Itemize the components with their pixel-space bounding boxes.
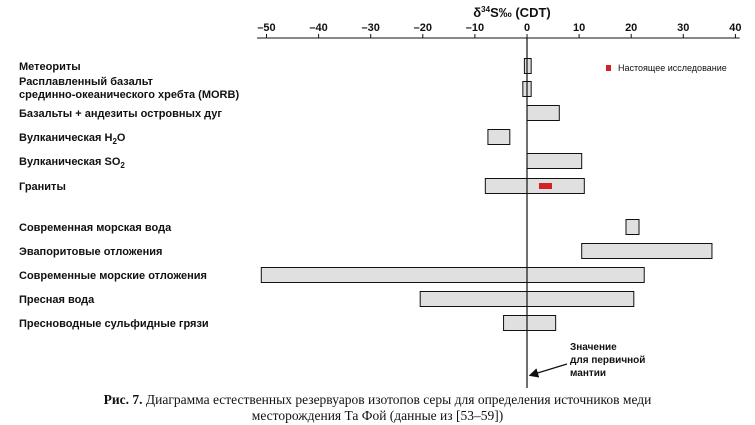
annotation-text: мантии (570, 368, 607, 379)
present-study-mark (539, 183, 552, 189)
annotation-arrow (531, 364, 567, 375)
axis-title: $\delta^{34}S‰$ (CDT) (473, 5, 551, 20)
x-tick-label: –20 (413, 22, 432, 34)
category-label: Пресноводные сульфидные грязи (19, 318, 209, 330)
chart-annotations (527, 38, 727, 388)
range-bar (485, 179, 584, 194)
x-tick-label: –10 (465, 22, 485, 34)
category-label: Современная морская вода (19, 222, 172, 234)
x-tick-label: 10 (572, 22, 586, 34)
annotation-text: для первичной (570, 355, 646, 366)
x-tick-label: 20 (625, 22, 638, 34)
caption-line-1 (0, 392, 755, 408)
range-bar (261, 268, 644, 283)
range-bars (261, 59, 712, 331)
range-bar (527, 106, 559, 121)
category-label: Вулканическая $SO_2$ (19, 156, 125, 170)
x-tick-label: –40 (309, 22, 328, 34)
category-label: Современные морские отложения (19, 270, 207, 282)
range-bar (504, 316, 556, 331)
x-tick-label: 30 (677, 22, 690, 34)
category-label: Метеориты (19, 61, 81, 73)
figure-caption (0, 392, 755, 424)
range-bar (524, 59, 531, 74)
x-tick-label: –30 (361, 22, 380, 34)
category-label: срединно-океанического хребта (MORB) (19, 89, 240, 101)
legend-swatch (606, 65, 611, 71)
category-label: Граниты (19, 181, 66, 193)
category-label: Пресная вода (19, 294, 95, 306)
caption-number: Рис. 7. (103, 392, 143, 407)
category-label: Эвапоритовые отложения (19, 246, 163, 258)
category-label: Расплавленный базальт (19, 76, 153, 88)
x-tick-label: 0 (523, 22, 531, 34)
caption-line-2: месторождения Та Фой (данные из [53–59]) (251, 408, 504, 423)
annotation-text: Значение (570, 342, 617, 353)
category-label: Базальты + андезиты островных дуг (19, 108, 222, 120)
x-axis (257, 5, 741, 38)
range-bar (626, 220, 639, 235)
range-bar (527, 154, 582, 169)
caption-text-1: Диаграмма естественных резервуаров изотопов серы для определения источников меди (142, 392, 652, 407)
x-tick-label: 40 (729, 22, 742, 34)
category-labels (19, 61, 239, 330)
category-label: Вулканическая $H_2O$ (19, 132, 126, 146)
range-bar (582, 244, 712, 259)
range-bar (488, 130, 510, 145)
legend-label: Настоящее исследование (618, 63, 727, 73)
x-tick-label: –50 (257, 22, 276, 34)
